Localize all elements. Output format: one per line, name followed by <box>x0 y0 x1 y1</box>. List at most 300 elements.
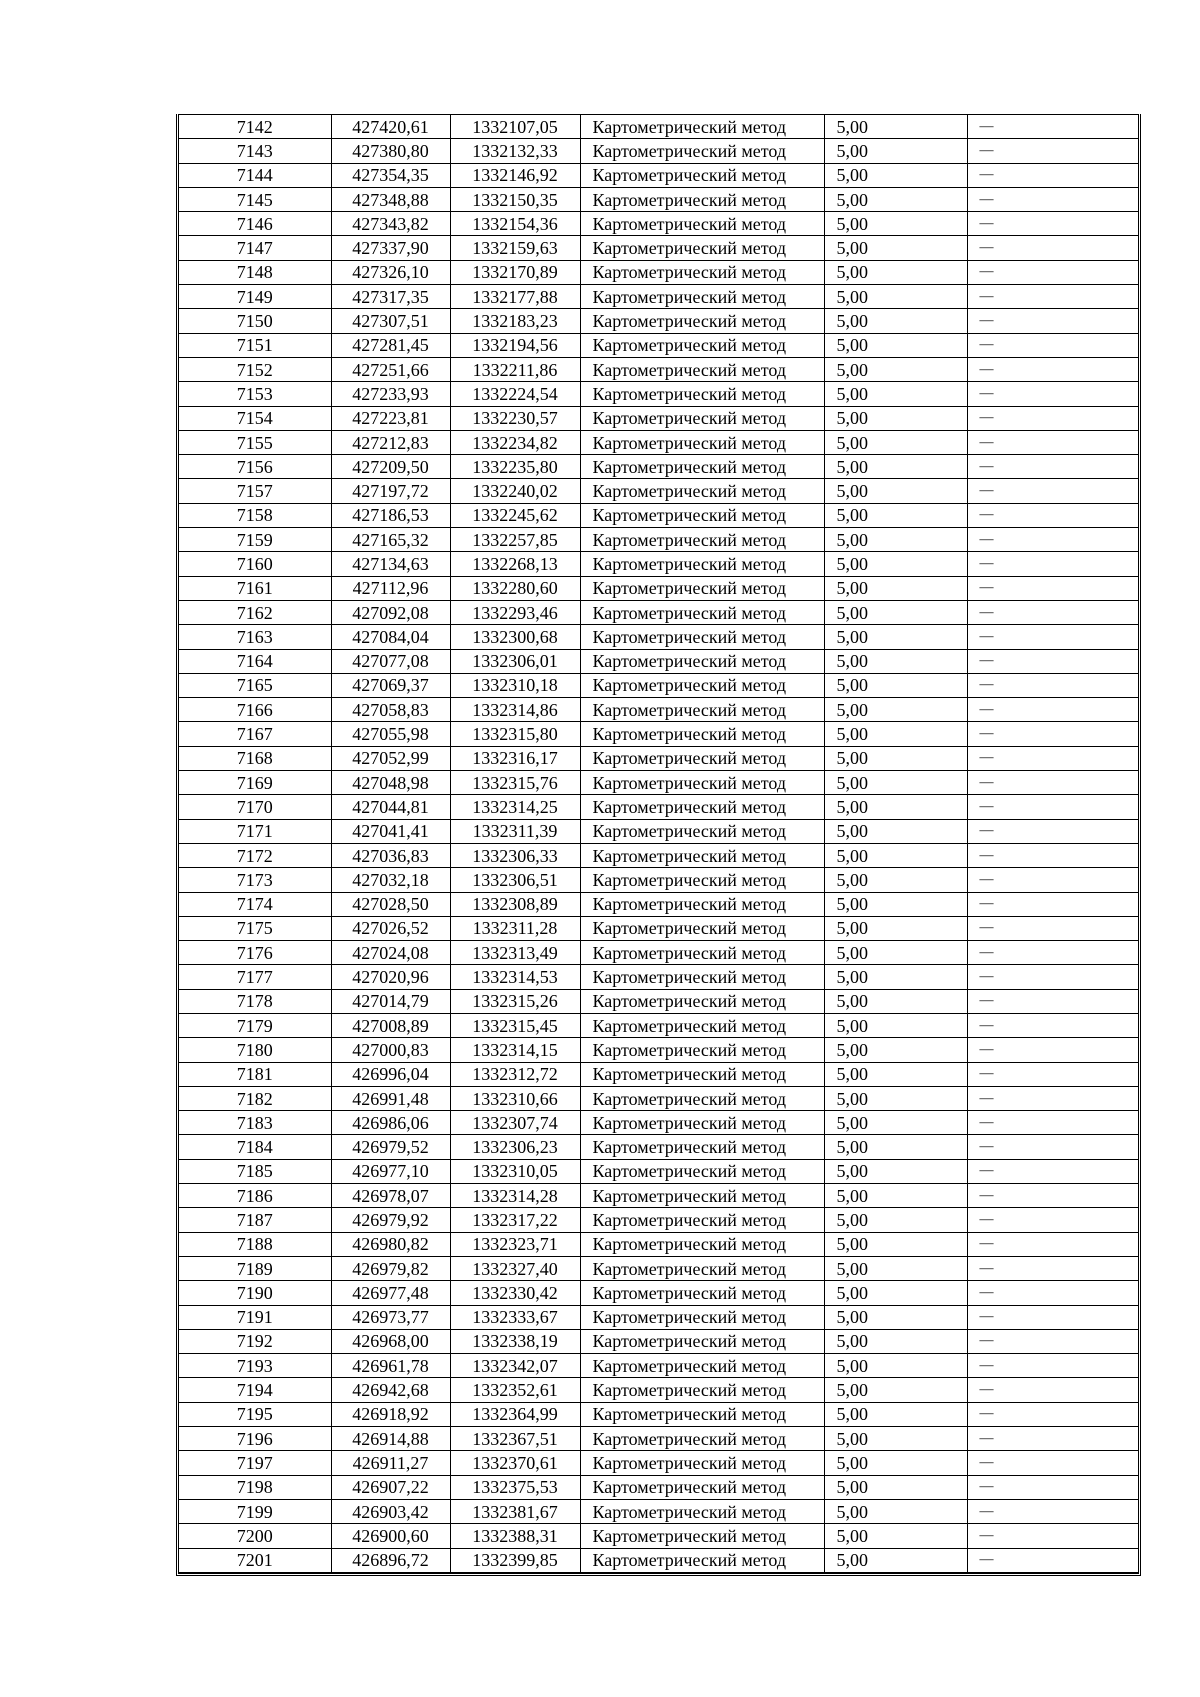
method-cell: Картометрический метод <box>580 673 824 697</box>
y-coordinate-cell: 1332183,23 <box>450 309 580 333</box>
y-coordinate-cell: 1332310,66 <box>450 1086 580 1110</box>
accuracy-cell: 5,00 <box>824 1499 967 1523</box>
x-coordinate-cell: 426918,92 <box>331 1402 450 1426</box>
point-number-cell: 7188 <box>179 1232 331 1256</box>
method-cell: Картометрический метод <box>580 455 824 479</box>
method-cell: Картометрический метод <box>580 1013 824 1037</box>
y-coordinate-cell: 1332315,80 <box>450 722 580 746</box>
table-row <box>179 698 1138 722</box>
accuracy-cell: 5,00 <box>824 552 967 576</box>
method-cell: Картометрический метод <box>580 309 824 333</box>
table-row <box>179 1329 1138 1353</box>
method-cell: Картометрический метод <box>580 212 824 236</box>
table-row <box>179 1086 1138 1110</box>
description-cell: — <box>967 965 1138 989</box>
x-coordinate-cell: 427281,45 <box>331 333 450 357</box>
description-cell: — <box>967 989 1138 1013</box>
method-cell: Картометрический метод <box>580 1305 824 1329</box>
method-cell: Картометрический метод <box>580 1256 824 1280</box>
table-row <box>179 1524 1138 1548</box>
y-coordinate-cell: 1332342,07 <box>450 1354 580 1378</box>
accuracy-cell: 5,00 <box>824 916 967 940</box>
method-cell: Картометрический метод <box>580 285 824 309</box>
description-cell: — <box>967 430 1138 454</box>
description-cell: — <box>967 503 1138 527</box>
table-row <box>179 309 1138 333</box>
point-number-cell: 7191 <box>179 1305 331 1329</box>
description-cell: — <box>967 941 1138 965</box>
description-cell: — <box>967 673 1138 697</box>
accuracy-cell: 5,00 <box>824 115 967 139</box>
y-coordinate-cell: 1332306,23 <box>450 1135 580 1159</box>
table-row <box>179 1548 1138 1572</box>
description-cell: — <box>967 1329 1138 1353</box>
table-row <box>179 1475 1138 1499</box>
point-number-cell: 7183 <box>179 1111 331 1135</box>
table-row <box>179 1184 1138 1208</box>
table-row <box>179 795 1138 819</box>
accuracy-cell: 5,00 <box>824 722 967 746</box>
x-coordinate-cell: 426979,92 <box>331 1208 450 1232</box>
x-coordinate-cell: 426991,48 <box>331 1086 450 1110</box>
table-row <box>179 212 1138 236</box>
table-row <box>179 1038 1138 1062</box>
x-coordinate-cell: 427044,81 <box>331 795 450 819</box>
description-cell: — <box>967 1451 1138 1475</box>
accuracy-cell: 5,00 <box>824 455 967 479</box>
description-cell: — <box>967 406 1138 430</box>
x-coordinate-cell: 427348,88 <box>331 187 450 211</box>
x-coordinate-cell: 427014,79 <box>331 989 450 1013</box>
description-cell: — <box>967 309 1138 333</box>
point-number-cell: 7167 <box>179 722 331 746</box>
point-number-cell: 7159 <box>179 528 331 552</box>
table-row <box>179 989 1138 1013</box>
point-number-cell: 7178 <box>179 989 331 1013</box>
accuracy-cell: 5,00 <box>824 1086 967 1110</box>
x-coordinate-cell: 426973,77 <box>331 1305 450 1329</box>
method-cell: Картометрический метод <box>580 1281 824 1305</box>
table-row <box>179 1305 1138 1329</box>
x-coordinate-cell: 427026,52 <box>331 916 450 940</box>
y-coordinate-cell: 1332310,18 <box>450 673 580 697</box>
description-cell: — <box>967 1135 1138 1159</box>
table-row <box>179 528 1138 552</box>
method-cell: Картометрический метод <box>580 1038 824 1062</box>
point-number-cell: 7149 <box>179 285 331 309</box>
x-coordinate-cell: 426977,10 <box>331 1159 450 1183</box>
method-cell: Картометрический метод <box>580 868 824 892</box>
description-cell: — <box>967 1111 1138 1135</box>
x-coordinate-cell: 426911,27 <box>331 1451 450 1475</box>
table-row <box>179 503 1138 527</box>
coordinates-table <box>179 114 1138 1573</box>
method-cell: Картометрический метод <box>580 406 824 430</box>
x-coordinate-cell: 427251,66 <box>331 357 450 381</box>
accuracy-cell: 5,00 <box>824 1281 967 1305</box>
description-cell: — <box>967 552 1138 576</box>
table-row <box>179 285 1138 309</box>
table-row <box>179 139 1138 163</box>
x-coordinate-cell: 427112,96 <box>331 576 450 600</box>
point-number-cell: 7152 <box>179 357 331 381</box>
accuracy-cell: 5,00 <box>824 868 967 892</box>
table-row <box>179 430 1138 454</box>
table-row <box>179 236 1138 260</box>
method-cell: Картометрический метод <box>580 503 824 527</box>
method-cell: Картометрический метод <box>580 382 824 406</box>
x-coordinate-cell: 426979,82 <box>331 1256 450 1280</box>
x-coordinate-cell: 427380,80 <box>331 139 450 163</box>
accuracy-cell: 5,00 <box>824 1451 967 1475</box>
point-number-cell: 7171 <box>179 819 331 843</box>
method-cell: Картометрический метод <box>580 965 824 989</box>
x-coordinate-cell: 427052,99 <box>331 746 450 770</box>
accuracy-cell: 5,00 <box>824 1038 967 1062</box>
description-cell: — <box>967 1062 1138 1086</box>
table-row <box>179 673 1138 697</box>
point-number-cell: 7170 <box>179 795 331 819</box>
accuracy-cell: 5,00 <box>824 1329 967 1353</box>
accuracy-cell: 5,00 <box>824 1548 967 1572</box>
accuracy-cell: 5,00 <box>824 1159 967 1183</box>
method-cell: Картометрический метод <box>580 649 824 673</box>
point-number-cell: 7189 <box>179 1256 331 1280</box>
table-row <box>179 892 1138 916</box>
description-cell: — <box>967 285 1138 309</box>
x-coordinate-cell: 426914,88 <box>331 1427 450 1451</box>
method-cell: Картометрический метод <box>580 625 824 649</box>
accuracy-cell: 5,00 <box>824 1013 967 1037</box>
description-cell: — <box>967 1427 1138 1451</box>
method-cell: Картометрический метод <box>580 698 824 722</box>
description-cell: — <box>967 1305 1138 1329</box>
y-coordinate-cell: 1332315,26 <box>450 989 580 1013</box>
accuracy-cell: 5,00 <box>824 941 967 965</box>
y-coordinate-cell: 1332257,85 <box>450 528 580 552</box>
table-row <box>179 1232 1138 1256</box>
point-number-cell: 7177 <box>179 965 331 989</box>
accuracy-cell: 5,00 <box>824 1402 967 1426</box>
description-cell: — <box>967 1256 1138 1280</box>
y-coordinate-cell: 1332268,13 <box>450 552 580 576</box>
description-cell: — <box>967 187 1138 211</box>
description-cell: — <box>967 333 1138 357</box>
description-cell: — <box>967 1232 1138 1256</box>
x-coordinate-cell: 426979,52 <box>331 1135 450 1159</box>
point-number-cell: 7143 <box>179 139 331 163</box>
description-cell: — <box>967 819 1138 843</box>
table-row <box>179 1281 1138 1305</box>
point-number-cell: 7144 <box>179 163 331 187</box>
y-coordinate-cell: 1332306,51 <box>450 868 580 892</box>
table-row <box>179 406 1138 430</box>
description-cell: — <box>967 455 1138 479</box>
y-coordinate-cell: 1332370,61 <box>450 1451 580 1475</box>
accuracy-cell: 5,00 <box>824 139 967 163</box>
description-cell: — <box>967 1038 1138 1062</box>
description-cell: — <box>967 1354 1138 1378</box>
point-number-cell: 7168 <box>179 746 331 770</box>
y-coordinate-cell: 1332280,60 <box>450 576 580 600</box>
y-coordinate-cell: 1332300,68 <box>450 625 580 649</box>
table-row <box>179 965 1138 989</box>
method-cell: Картометрический метод <box>580 1427 824 1451</box>
point-number-cell: 7176 <box>179 941 331 965</box>
method-cell: Картометрический метод <box>580 1232 824 1256</box>
point-number-cell: 7184 <box>179 1135 331 1159</box>
accuracy-cell: 5,00 <box>824 673 967 697</box>
table-row <box>179 1402 1138 1426</box>
method-cell: Картометрический метод <box>580 746 824 770</box>
table-row <box>179 941 1138 965</box>
accuracy-cell: 5,00 <box>824 771 967 795</box>
table-row <box>179 649 1138 673</box>
y-coordinate-cell: 1332211,86 <box>450 357 580 381</box>
point-number-cell: 7163 <box>179 625 331 649</box>
table-row <box>179 625 1138 649</box>
description-cell: — <box>967 746 1138 770</box>
y-coordinate-cell: 1332352,61 <box>450 1378 580 1402</box>
point-number-cell: 7199 <box>179 1499 331 1523</box>
table-row <box>179 576 1138 600</box>
method-cell: Картометрический метод <box>580 1354 824 1378</box>
point-number-cell: 7197 <box>179 1451 331 1475</box>
y-coordinate-cell: 1332308,89 <box>450 892 580 916</box>
y-coordinate-cell: 1332314,15 <box>450 1038 580 1062</box>
x-coordinate-cell: 426978,07 <box>331 1184 450 1208</box>
x-coordinate-cell: 427000,83 <box>331 1038 450 1062</box>
x-coordinate-cell: 427337,90 <box>331 236 450 260</box>
accuracy-cell: 5,00 <box>824 285 967 309</box>
point-number-cell: 7153 <box>179 382 331 406</box>
method-cell: Картометрический метод <box>580 333 824 357</box>
point-number-cell: 7179 <box>179 1013 331 1037</box>
accuracy-cell: 5,00 <box>824 625 967 649</box>
y-coordinate-cell: 1332333,67 <box>450 1305 580 1329</box>
point-number-cell: 7172 <box>179 843 331 867</box>
method-cell: Картометрический метод <box>580 941 824 965</box>
table-row <box>179 1111 1138 1135</box>
description-cell: — <box>967 163 1138 187</box>
description-cell: — <box>967 698 1138 722</box>
accuracy-cell: 5,00 <box>824 576 967 600</box>
y-coordinate-cell: 1332154,36 <box>450 212 580 236</box>
x-coordinate-cell: 426961,78 <box>331 1354 450 1378</box>
method-cell: Картометрический метод <box>580 1548 824 1572</box>
accuracy-cell: 5,00 <box>824 843 967 867</box>
method-cell: Картометрический метод <box>580 1159 824 1183</box>
table-row <box>179 382 1138 406</box>
accuracy-cell: 5,00 <box>824 1208 967 1232</box>
point-number-cell: 7182 <box>179 1086 331 1110</box>
method-cell: Картометрический метод <box>580 163 824 187</box>
table-row <box>179 843 1138 867</box>
description-cell: — <box>967 1475 1138 1499</box>
table-row <box>179 722 1138 746</box>
point-number-cell: 7161 <box>179 576 331 600</box>
coordinates-table-body <box>179 115 1138 1573</box>
point-number-cell: 7174 <box>179 892 331 916</box>
accuracy-cell: 5,00 <box>824 649 967 673</box>
y-coordinate-cell: 1332311,28 <box>450 916 580 940</box>
description-cell: — <box>967 1159 1138 1183</box>
y-coordinate-cell: 1332310,05 <box>450 1159 580 1183</box>
x-coordinate-cell: 427134,63 <box>331 552 450 576</box>
y-coordinate-cell: 1332146,92 <box>450 163 580 187</box>
method-cell: Картометрический метод <box>580 357 824 381</box>
description-cell: — <box>967 212 1138 236</box>
y-coordinate-cell: 1332316,17 <box>450 746 580 770</box>
method-cell: Картометрический метод <box>580 1378 824 1402</box>
point-number-cell: 7201 <box>179 1548 331 1572</box>
y-coordinate-cell: 1332315,45 <box>450 1013 580 1037</box>
description-cell: — <box>967 843 1138 867</box>
table-row <box>179 916 1138 940</box>
point-number-cell: 7173 <box>179 868 331 892</box>
table-row <box>179 1135 1138 1159</box>
point-number-cell: 7162 <box>179 600 331 624</box>
point-number-cell: 7166 <box>179 698 331 722</box>
y-coordinate-cell: 1332312,72 <box>450 1062 580 1086</box>
accuracy-cell: 5,00 <box>824 1111 967 1135</box>
table-row <box>179 260 1138 284</box>
point-number-cell: 7165 <box>179 673 331 697</box>
x-coordinate-cell: 426896,72 <box>331 1548 450 1572</box>
y-coordinate-cell: 1332132,33 <box>450 139 580 163</box>
description-cell: — <box>967 115 1138 139</box>
description-cell: — <box>967 479 1138 503</box>
x-coordinate-cell: 427055,98 <box>331 722 450 746</box>
description-cell: — <box>967 1086 1138 1110</box>
point-number-cell: 7193 <box>179 1354 331 1378</box>
method-cell: Картометрический метод <box>580 552 824 576</box>
y-coordinate-cell: 1332150,35 <box>450 187 580 211</box>
description-cell: — <box>967 600 1138 624</box>
table-row <box>179 163 1138 187</box>
method-cell: Картометрический метод <box>580 576 824 600</box>
accuracy-cell: 5,00 <box>824 989 967 1013</box>
point-number-cell: 7185 <box>179 1159 331 1183</box>
point-number-cell: 7147 <box>179 236 331 260</box>
description-cell: — <box>967 1378 1138 1402</box>
method-cell: Картометрический метод <box>580 115 824 139</box>
point-number-cell: 7198 <box>179 1475 331 1499</box>
y-coordinate-cell: 1332230,57 <box>450 406 580 430</box>
table-row <box>179 455 1138 479</box>
y-coordinate-cell: 1332314,86 <box>450 698 580 722</box>
y-coordinate-cell: 1332306,01 <box>450 649 580 673</box>
accuracy-cell: 5,00 <box>824 528 967 552</box>
accuracy-cell: 5,00 <box>824 819 967 843</box>
accuracy-cell: 5,00 <box>824 212 967 236</box>
x-coordinate-cell: 426903,42 <box>331 1499 450 1523</box>
description-cell: — <box>967 1281 1138 1305</box>
description-cell: — <box>967 528 1138 552</box>
description-cell: — <box>967 1402 1138 1426</box>
y-coordinate-cell: 1332307,74 <box>450 1111 580 1135</box>
accuracy-cell: 5,00 <box>824 892 967 916</box>
accuracy-cell: 5,00 <box>824 406 967 430</box>
table-row <box>179 1354 1138 1378</box>
accuracy-cell: 5,00 <box>824 479 967 503</box>
table-row <box>179 746 1138 770</box>
table-row <box>179 115 1138 139</box>
accuracy-cell: 5,00 <box>824 746 967 770</box>
point-number-cell: 7180 <box>179 1038 331 1062</box>
table-row <box>179 479 1138 503</box>
point-number-cell: 7157 <box>179 479 331 503</box>
table-row <box>179 1208 1138 1232</box>
description-cell: — <box>967 260 1138 284</box>
y-coordinate-cell: 1332327,40 <box>450 1256 580 1280</box>
x-coordinate-cell: 427032,18 <box>331 868 450 892</box>
table-row <box>179 1256 1138 1280</box>
y-coordinate-cell: 1332314,53 <box>450 965 580 989</box>
y-coordinate-cell: 1332234,82 <box>450 430 580 454</box>
x-coordinate-cell: 427197,72 <box>331 479 450 503</box>
x-coordinate-cell: 427165,32 <box>331 528 450 552</box>
method-cell: Картометрический метод <box>580 1184 824 1208</box>
method-cell: Картометрический метод <box>580 1475 824 1499</box>
y-coordinate-cell: 1332235,80 <box>450 455 580 479</box>
y-coordinate-cell: 1332293,46 <box>450 600 580 624</box>
description-cell: — <box>967 722 1138 746</box>
accuracy-cell: 5,00 <box>824 382 967 406</box>
x-coordinate-cell: 427024,08 <box>331 941 450 965</box>
method-cell: Картометрический метод <box>580 892 824 916</box>
method-cell: Картометрический метод <box>580 1086 824 1110</box>
y-coordinate-cell: 1332224,54 <box>450 382 580 406</box>
point-number-cell: 7145 <box>179 187 331 211</box>
x-coordinate-cell: 427223,81 <box>331 406 450 430</box>
y-coordinate-cell: 1332314,28 <box>450 1184 580 1208</box>
description-cell: — <box>967 649 1138 673</box>
x-coordinate-cell: 427084,04 <box>331 625 450 649</box>
method-cell: Картометрический метод <box>580 1402 824 1426</box>
point-number-cell: 7146 <box>179 212 331 236</box>
method-cell: Картометрический метод <box>580 1111 824 1135</box>
point-number-cell: 7164 <box>179 649 331 673</box>
accuracy-cell: 5,00 <box>824 163 967 187</box>
table-row <box>179 187 1138 211</box>
point-number-cell: 7195 <box>179 1402 331 1426</box>
method-cell: Картометрический метод <box>580 236 824 260</box>
y-coordinate-cell: 1332381,67 <box>450 1499 580 1523</box>
table-row <box>179 771 1138 795</box>
table-row <box>179 1427 1138 1451</box>
description-cell: — <box>967 1208 1138 1232</box>
method-cell: Картометрический метод <box>580 187 824 211</box>
accuracy-cell: 5,00 <box>824 1305 967 1329</box>
x-coordinate-cell: 427020,96 <box>331 965 450 989</box>
y-coordinate-cell: 1332314,25 <box>450 795 580 819</box>
point-number-cell: 7148 <box>179 260 331 284</box>
x-coordinate-cell: 427186,53 <box>331 503 450 527</box>
y-coordinate-cell: 1332399,85 <box>450 1548 580 1572</box>
y-coordinate-cell: 1332367,51 <box>450 1427 580 1451</box>
y-coordinate-cell: 1332311,39 <box>450 819 580 843</box>
accuracy-cell: 5,00 <box>824 309 967 333</box>
point-number-cell: 7190 <box>179 1281 331 1305</box>
table-row <box>179 1013 1138 1037</box>
table-row <box>179 1378 1138 1402</box>
y-coordinate-cell: 1332338,19 <box>450 1329 580 1353</box>
method-cell: Картометрический метод <box>580 771 824 795</box>
point-number-cell: 7155 <box>179 430 331 454</box>
x-coordinate-cell: 427326,10 <box>331 260 450 284</box>
description-cell: — <box>967 1013 1138 1037</box>
